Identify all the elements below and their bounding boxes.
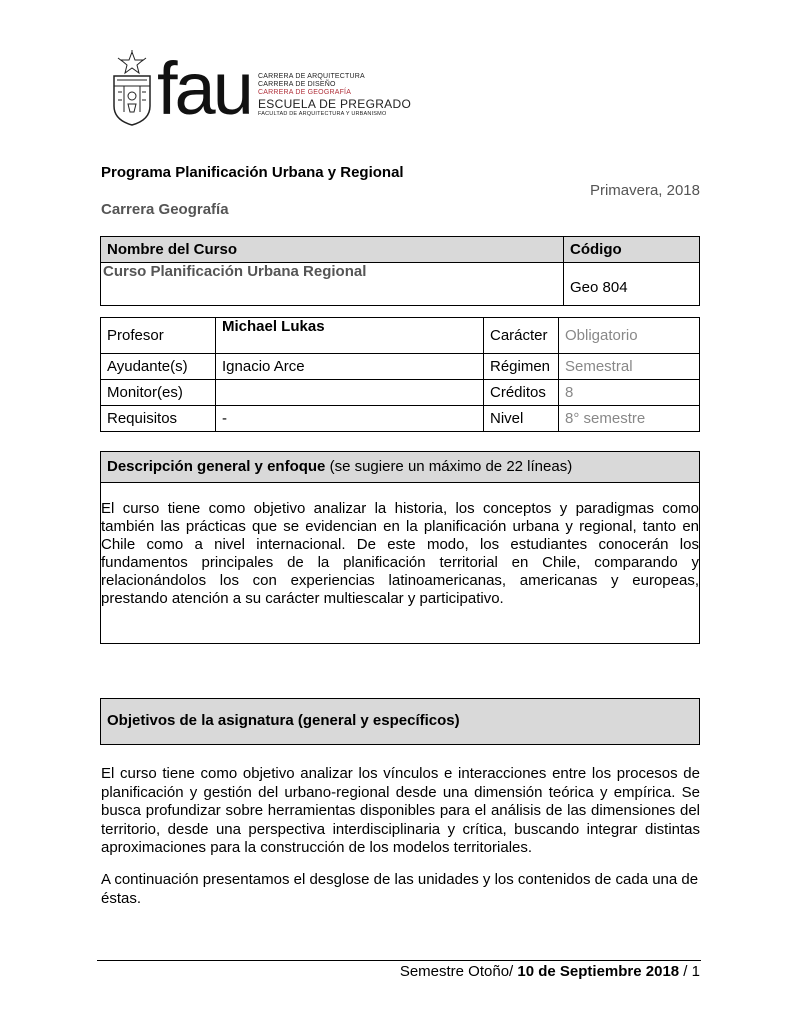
logo-line-architecture: CARRERA DE ARQUITECTURA [258,73,365,80]
page-footer [400,963,700,980]
course-code-value: Geo 804 [564,263,700,306]
objectives-heading: Objetivos de la asignatura (general y específicos) [107,712,460,729]
row-label: Carácter [484,318,559,354]
requirements-value: - [216,406,484,432]
fau-wordmark: fau [157,47,251,130]
course-table [100,236,700,306]
character-value: Obligatorio [559,318,700,354]
level-value: 8° semestre [559,406,700,432]
footer-prefix: Semestre Otoño/ [399,963,518,980]
professor-value: Michael Lukas [216,318,484,354]
row-label: Régimen [484,354,559,380]
row-label: Requisitos [101,406,216,432]
description-body [100,481,700,644]
objectives-paragraph-1: El curso tiene como objetivo analizar los vínculos e interacciones entre los procesos de planificación y gestión del urbano-regional desde una dimensión teórica y empírica. Se busca profundizar sobre herramientas disponibles para el análisis de las dimensiones del territorio, desde una perspectiva interdisciplinaria y crítica, buscando integrar distintas aproximaciones para la construcción de los modelos territoriales. [101,765,700,856]
logo-line-faculty: FACULTAD DE ARQUITECTURA Y URBANISMO [258,111,387,117]
objectives-paragraph-2: A continuación presentamos el desglose de las unidades y los contenidos de cada una de éstas. [101,871,699,907]
logo-line-design: CARRERA DE DISEÑO [258,81,336,88]
row-label: Créditos [484,380,559,406]
assistant-value: Ignacio Arce [216,354,484,380]
logo-line-school: ESCUELA DE PREGRADO [258,97,412,111]
row-label: Ayudante(s) [101,354,216,380]
description-heading-bold: Descripción general y enfoque [107,458,326,475]
logo-line-geography: CARRERA DE GEOGRAFÍA [258,89,352,96]
row-label: Nivel [484,406,559,432]
logo-subtitle-lines [258,73,411,118]
season-label: Primavera, 2018 [589,182,700,199]
footer-page: / 1 [679,963,700,980]
credits-value: 8 [559,380,700,406]
description-text: El curso tiene como objetivo analizar la historia, los conceptos y paradigmas como también las prácticas que se evidencian en la planificación urbana y regional, tanto en Chile como a nivel internacional. De este modo, los estudiantes conocerán los fundamentos principales de la planificación territorial en Chile, comparando y relacionándolos los con experiencias latinoamericanas, americanas y europeas, prestando atención a su carácter multiescalar y participativo. [101,500,699,607]
description-header [100,451,700,483]
row-label: Monitor(es) [101,380,216,406]
table-row [101,318,700,354]
objectives-header [100,698,700,745]
monitor-value [216,380,484,406]
regime-value: Semestral [559,354,700,380]
career-label: Carrera Geografía [101,201,229,218]
table-row [101,406,700,432]
row-label: Profesor [101,318,216,354]
table-row [101,380,700,406]
footer-date: 10 de Septiembre 2018 [517,963,680,980]
course-code-header: Código [564,237,700,263]
program-title: Programa Planificación Urbana y Regional [101,164,404,181]
course-name-value: Curso Planificación Urbana Regional [101,263,564,306]
table-row [101,354,700,380]
description-heading [107,458,572,475]
description-heading-note: (se sugiere un máximo de 22 líneas) [325,458,573,475]
course-name-header: Nombre del Curso [101,237,564,263]
university-crest-icon [110,50,154,126]
course-info-table [100,317,700,432]
footer-divider [97,960,701,961]
